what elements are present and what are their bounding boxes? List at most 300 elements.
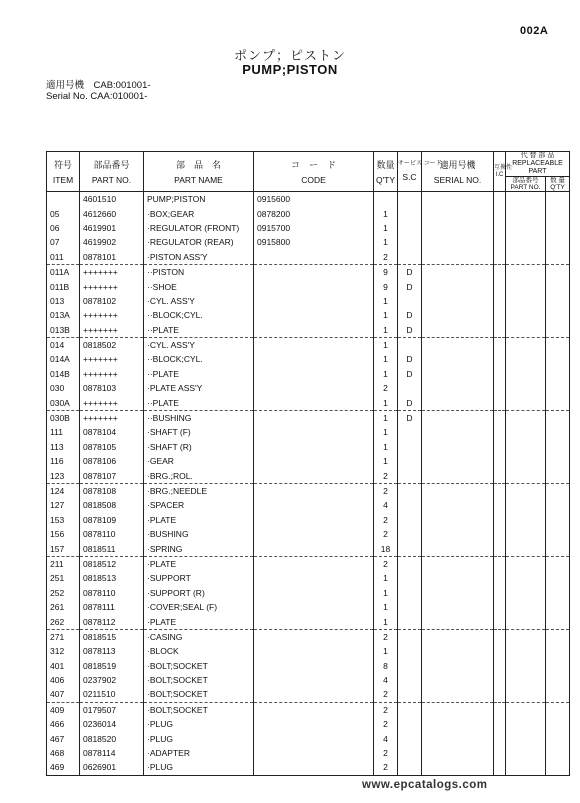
replaceable-qty-cell bbox=[546, 221, 570, 235]
serial-no-cell bbox=[422, 308, 494, 322]
header-code: コ ー ド CODE bbox=[254, 152, 374, 192]
qty-cell: 9 bbox=[374, 264, 398, 279]
qty-cell: 2 bbox=[374, 760, 398, 775]
serial-no-cell bbox=[422, 323, 494, 338]
part-no-cell: +++++++ bbox=[80, 395, 144, 410]
item-cell: 014A bbox=[47, 352, 80, 366]
replaceable-qty-cell bbox=[546, 746, 570, 760]
service-code-cell bbox=[398, 440, 422, 454]
interchangeability-cell bbox=[494, 381, 506, 395]
qty-cell: 1 bbox=[374, 367, 398, 381]
replaceable-part-no-cell bbox=[506, 746, 546, 760]
qty-cell: 1 bbox=[374, 323, 398, 338]
service-code-cell bbox=[398, 192, 422, 207]
table-row bbox=[47, 556, 570, 571]
part-name-cell: ·SHAFT (R) bbox=[144, 440, 254, 454]
part-name-cell: ·ADAPTER bbox=[144, 746, 254, 760]
table-row bbox=[47, 659, 570, 673]
service-code-cell bbox=[398, 629, 422, 644]
interchangeability-cell bbox=[494, 468, 506, 483]
qty-cell: 1 bbox=[374, 644, 398, 658]
interchangeability-cell bbox=[494, 206, 506, 220]
interchangeability-cell bbox=[494, 687, 506, 702]
service-code-cell: D bbox=[398, 395, 422, 410]
part-name-cell: ··BLOCK;CYL. bbox=[144, 308, 254, 322]
service-code-cell bbox=[398, 541, 422, 556]
part-no-cell: 0878112 bbox=[80, 614, 144, 629]
code-cell bbox=[254, 264, 374, 279]
part-no-cell: 4619902 bbox=[80, 235, 144, 249]
table-row bbox=[47, 760, 570, 775]
interchangeability-cell bbox=[494, 323, 506, 338]
serial-no-cell bbox=[422, 571, 494, 585]
item-cell: 014 bbox=[47, 337, 80, 352]
replaceable-part-no-cell bbox=[506, 440, 546, 454]
service-code-cell bbox=[398, 483, 422, 498]
item-cell: 401 bbox=[47, 659, 80, 673]
replaceable-qty-cell bbox=[546, 440, 570, 454]
serial-no-cell bbox=[422, 352, 494, 366]
service-code-cell: D bbox=[398, 279, 422, 293]
serial-no-cell bbox=[422, 483, 494, 498]
replaceable-part-no-cell bbox=[506, 731, 546, 745]
interchangeability-cell bbox=[494, 614, 506, 629]
table-row bbox=[47, 221, 570, 235]
part-no-cell: 0878107 bbox=[80, 468, 144, 483]
code-cell bbox=[254, 659, 374, 673]
replaceable-part-no-cell bbox=[506, 702, 546, 717]
header-serial-no: 適用号機 SERIAL NO. bbox=[422, 152, 494, 192]
part-name-cell: ·GEAR bbox=[144, 454, 254, 468]
replaceable-qty-cell bbox=[546, 454, 570, 468]
item-cell: 407 bbox=[47, 687, 80, 702]
serial-no-cell bbox=[422, 556, 494, 571]
part-no-cell: +++++++ bbox=[80, 352, 144, 366]
replaceable-part-no-cell bbox=[506, 294, 546, 308]
part-no-cell: 4601510 bbox=[80, 192, 144, 207]
replaceable-qty-cell bbox=[546, 395, 570, 410]
header-part-name: 部 品 名 PART NAME bbox=[144, 152, 254, 192]
part-name-cell: ·BRG.;ROL. bbox=[144, 468, 254, 483]
serial-no-cell bbox=[422, 440, 494, 454]
service-code-cell bbox=[398, 337, 422, 352]
table-row bbox=[47, 235, 570, 249]
code-cell: 0915700 bbox=[254, 221, 374, 235]
item-cell: 124 bbox=[47, 483, 80, 498]
service-code-cell: D bbox=[398, 323, 422, 338]
qty-cell: 2 bbox=[374, 527, 398, 541]
serial-no-cell bbox=[422, 294, 494, 308]
code-cell bbox=[254, 600, 374, 614]
replaceable-qty-cell bbox=[546, 717, 570, 731]
part-name-cell: ·BRG.;NEEDLE bbox=[144, 483, 254, 498]
replaceable-part-no-cell bbox=[506, 468, 546, 483]
part-no-cell: 0818513 bbox=[80, 571, 144, 585]
interchangeability-cell bbox=[494, 352, 506, 366]
qty-cell: 2 bbox=[374, 687, 398, 702]
code-cell bbox=[254, 760, 374, 775]
part-name-cell: ·CYL. ASS'Y bbox=[144, 294, 254, 308]
table-row bbox=[47, 468, 570, 483]
part-name-cell: ··PLATE bbox=[144, 367, 254, 381]
item-cell: 468 bbox=[47, 746, 80, 760]
serial-no-cell bbox=[422, 454, 494, 468]
part-name-cell: ·PLUG bbox=[144, 717, 254, 731]
qty-cell: 1 bbox=[374, 571, 398, 585]
part-no-cell: 0878101 bbox=[80, 250, 144, 265]
code-cell bbox=[254, 352, 374, 366]
replaceable-part-no-cell bbox=[506, 527, 546, 541]
serial-no-cell bbox=[422, 395, 494, 410]
item-cell: 030B bbox=[47, 410, 80, 425]
qty-cell: 1 bbox=[374, 395, 398, 410]
table-row bbox=[47, 586, 570, 600]
replaceable-qty-cell bbox=[546, 264, 570, 279]
replaceable-qty-cell bbox=[546, 192, 570, 207]
replaceable-part-no-cell bbox=[506, 264, 546, 279]
part-no-cell: 0236014 bbox=[80, 717, 144, 731]
table-row bbox=[47, 192, 570, 207]
part-no-cell: 0818508 bbox=[80, 498, 144, 512]
qty-cell: 1 bbox=[374, 600, 398, 614]
code-cell bbox=[254, 454, 374, 468]
part-no-cell: +++++++ bbox=[80, 279, 144, 293]
qty-cell: 4 bbox=[374, 673, 398, 687]
qty-cell: 2 bbox=[374, 483, 398, 498]
serial-line-japanese: 適用号機 CAB:001001- bbox=[46, 80, 151, 91]
interchangeability-cell bbox=[494, 746, 506, 760]
interchangeability-cell bbox=[494, 513, 506, 527]
replaceable-part-no-cell bbox=[506, 250, 546, 265]
part-name-cell: ·SUPPORT (R) bbox=[144, 586, 254, 600]
item-cell bbox=[47, 192, 80, 207]
replaceable-part-no-cell bbox=[506, 571, 546, 585]
table-row bbox=[47, 367, 570, 381]
part-no-cell: 0818511 bbox=[80, 541, 144, 556]
replaceable-part-no-cell bbox=[506, 659, 546, 673]
replaceable-qty-cell bbox=[546, 235, 570, 249]
part-name-cell: ·PLATE bbox=[144, 556, 254, 571]
table-row bbox=[47, 483, 570, 498]
item-cell: 030 bbox=[47, 381, 80, 395]
code-cell bbox=[254, 541, 374, 556]
code-cell bbox=[254, 381, 374, 395]
replaceable-qty-cell bbox=[546, 323, 570, 338]
part-name-cell: ·PLATE bbox=[144, 513, 254, 527]
replaceable-qty-cell bbox=[546, 425, 570, 439]
table-row bbox=[47, 337, 570, 352]
page-code: 002A bbox=[520, 25, 549, 37]
code-cell bbox=[254, 308, 374, 322]
service-code-cell: D bbox=[398, 410, 422, 425]
code-cell bbox=[254, 483, 374, 498]
replaceable-part-no-cell bbox=[506, 454, 546, 468]
service-code-cell bbox=[398, 294, 422, 308]
replaceable-qty-cell bbox=[546, 614, 570, 629]
replaceable-qty-cell bbox=[546, 600, 570, 614]
service-code-cell bbox=[398, 600, 422, 614]
code-cell bbox=[254, 614, 374, 629]
interchangeability-cell bbox=[494, 717, 506, 731]
table-row bbox=[47, 513, 570, 527]
header-qty: 数量 Q'TY bbox=[374, 152, 398, 192]
interchangeability-cell bbox=[494, 235, 506, 249]
code-cell bbox=[254, 498, 374, 512]
service-code-cell: D bbox=[398, 308, 422, 322]
item-cell: 011B bbox=[47, 279, 80, 293]
table-row bbox=[47, 250, 570, 265]
service-code-cell bbox=[398, 250, 422, 265]
item-cell: 271 bbox=[47, 629, 80, 644]
part-name-cell: PUMP;PISTON bbox=[144, 192, 254, 207]
part-no-cell: 0818515 bbox=[80, 629, 144, 644]
code-cell bbox=[254, 468, 374, 483]
interchangeability-cell bbox=[494, 483, 506, 498]
serial-no-cell bbox=[422, 264, 494, 279]
service-code-cell bbox=[398, 731, 422, 745]
table-row bbox=[47, 673, 570, 687]
code-cell bbox=[254, 337, 374, 352]
table-row bbox=[47, 454, 570, 468]
replaceable-part-no-cell bbox=[506, 308, 546, 322]
replaceable-part-no-cell bbox=[506, 337, 546, 352]
part-name-cell: ·REGULATOR (FRONT) bbox=[144, 221, 254, 235]
table-row bbox=[47, 308, 570, 322]
replaceable-part-no-cell bbox=[506, 498, 546, 512]
table-row bbox=[47, 614, 570, 629]
item-cell: 469 bbox=[47, 760, 80, 775]
replaceable-part-no-cell bbox=[506, 381, 546, 395]
serial-no-cell bbox=[422, 673, 494, 687]
table-row bbox=[47, 717, 570, 731]
part-name-cell: ··PLATE bbox=[144, 323, 254, 338]
serial-no-cell bbox=[422, 614, 494, 629]
replaceable-part-no-cell bbox=[506, 279, 546, 293]
item-cell: 030A bbox=[47, 395, 80, 410]
part-name-cell: ·CYL. ASS'Y bbox=[144, 337, 254, 352]
serial-no-cell bbox=[422, 541, 494, 556]
replaceable-part-no-cell bbox=[506, 367, 546, 381]
replaceable-qty-cell bbox=[546, 513, 570, 527]
table-row bbox=[47, 702, 570, 717]
replaceable-part-no-cell bbox=[506, 687, 546, 702]
part-name-cell: ·BOX;GEAR bbox=[144, 206, 254, 220]
qty-cell bbox=[374, 192, 398, 207]
part-name-cell: ·SPRING bbox=[144, 541, 254, 556]
header-interchangeability: 互換性 I.C bbox=[494, 152, 506, 192]
code-cell: 0915600 bbox=[254, 192, 374, 207]
item-cell: 014B bbox=[47, 367, 80, 381]
service-code-cell bbox=[398, 221, 422, 235]
interchangeability-cell bbox=[494, 600, 506, 614]
part-no-cell: 0878104 bbox=[80, 425, 144, 439]
replaceable-part-no-cell bbox=[506, 614, 546, 629]
part-no-cell: 0626901 bbox=[80, 760, 144, 775]
part-name-cell: ·BOLT;SOCKET bbox=[144, 673, 254, 687]
part-name-cell: ·PLUG bbox=[144, 760, 254, 775]
service-code-cell: D bbox=[398, 367, 422, 381]
qty-cell: 2 bbox=[374, 717, 398, 731]
page-title-japanese: ポンプ；ピストン bbox=[233, 48, 346, 63]
part-no-cell: +++++++ bbox=[80, 264, 144, 279]
table-row bbox=[47, 294, 570, 308]
serial-no-cell bbox=[422, 760, 494, 775]
item-cell: 406 bbox=[47, 673, 80, 687]
table-row bbox=[47, 425, 570, 439]
part-no-cell: 0878114 bbox=[80, 746, 144, 760]
replaceable-qty-cell bbox=[546, 381, 570, 395]
replaceable-qty-cell bbox=[546, 367, 570, 381]
item-cell: 262 bbox=[47, 614, 80, 629]
part-name-cell: ··BUSHING bbox=[144, 410, 254, 425]
qty-cell: 1 bbox=[374, 235, 398, 249]
item-cell: 05 bbox=[47, 206, 80, 220]
serial-no-cell bbox=[422, 192, 494, 207]
part-no-cell: +++++++ bbox=[80, 308, 144, 322]
service-code-cell bbox=[398, 717, 422, 731]
table-row bbox=[47, 644, 570, 658]
item-cell: 211 bbox=[47, 556, 80, 571]
serial-no-cell bbox=[422, 659, 494, 673]
interchangeability-cell bbox=[494, 192, 506, 207]
item-cell: 409 bbox=[47, 702, 80, 717]
parts-table-body bbox=[47, 192, 570, 776]
table-row bbox=[47, 541, 570, 556]
replaceable-part-no-cell bbox=[506, 586, 546, 600]
replaceable-part-no-cell bbox=[506, 221, 546, 235]
part-name-cell: ·CASING bbox=[144, 629, 254, 644]
replaceable-part-no-cell bbox=[506, 235, 546, 249]
item-cell: 466 bbox=[47, 717, 80, 731]
serial-no-cell bbox=[422, 250, 494, 265]
qty-cell: 1 bbox=[374, 614, 398, 629]
interchangeability-cell bbox=[494, 221, 506, 235]
part-no-cell: 0237902 bbox=[80, 673, 144, 687]
serial-no-cell bbox=[422, 381, 494, 395]
serial-no-cell bbox=[422, 206, 494, 220]
replaceable-part-no-cell bbox=[506, 206, 546, 220]
service-code-cell bbox=[398, 454, 422, 468]
table-row bbox=[47, 352, 570, 366]
interchangeability-cell bbox=[494, 629, 506, 644]
code-cell bbox=[254, 395, 374, 410]
table-row bbox=[47, 410, 570, 425]
replaceable-part-no-cell bbox=[506, 717, 546, 731]
part-name-cell: ·SUPPORT bbox=[144, 571, 254, 585]
table-row bbox=[47, 440, 570, 454]
replaceable-part-no-cell bbox=[506, 673, 546, 687]
part-name-cell: ·SHAFT (F) bbox=[144, 425, 254, 439]
qty-cell: 2 bbox=[374, 629, 398, 644]
interchangeability-cell bbox=[494, 454, 506, 468]
item-cell: 116 bbox=[47, 454, 80, 468]
part-name-cell: ··SHOE bbox=[144, 279, 254, 293]
table-row bbox=[47, 395, 570, 410]
serial-no-cell bbox=[422, 221, 494, 235]
replaceable-qty-cell bbox=[546, 702, 570, 717]
service-code-cell bbox=[398, 381, 422, 395]
replaceable-part-no-cell bbox=[506, 644, 546, 658]
service-code-cell bbox=[398, 513, 422, 527]
code-cell bbox=[254, 367, 374, 381]
qty-cell: 2 bbox=[374, 556, 398, 571]
service-code-cell bbox=[398, 527, 422, 541]
part-no-cell: 0878110 bbox=[80, 586, 144, 600]
interchangeability-cell bbox=[494, 541, 506, 556]
header-part-no: 部品番号 PART NO. bbox=[80, 152, 144, 192]
part-name-cell: ·BLOCK bbox=[144, 644, 254, 658]
part-no-cell: +++++++ bbox=[80, 323, 144, 338]
replaceable-qty-cell bbox=[546, 659, 570, 673]
part-no-cell: 0878103 bbox=[80, 381, 144, 395]
replaceable-qty-cell bbox=[546, 410, 570, 425]
part-no-cell: 0878111 bbox=[80, 600, 144, 614]
qty-cell: 2 bbox=[374, 468, 398, 483]
serial-no-cell bbox=[422, 513, 494, 527]
service-code-cell bbox=[398, 556, 422, 571]
code-cell bbox=[254, 673, 374, 687]
item-cell: 111 bbox=[47, 425, 80, 439]
serial-no-cell bbox=[422, 644, 494, 658]
service-code-cell bbox=[398, 659, 422, 673]
service-code-cell: D bbox=[398, 352, 422, 366]
replaceable-part-no-cell bbox=[506, 483, 546, 498]
replaceable-qty-cell bbox=[546, 731, 570, 745]
item-cell: 013B bbox=[47, 323, 80, 338]
replaceable-part-no-cell bbox=[506, 395, 546, 410]
service-code-cell bbox=[398, 571, 422, 585]
interchangeability-cell bbox=[494, 367, 506, 381]
header-item: 符号 ITEM bbox=[47, 152, 80, 192]
part-name-cell: ·BUSHING bbox=[144, 527, 254, 541]
interchangeability-cell bbox=[494, 337, 506, 352]
interchangeability-cell bbox=[494, 264, 506, 279]
item-cell: 123 bbox=[47, 468, 80, 483]
code-cell bbox=[254, 527, 374, 541]
replaceable-qty-cell bbox=[546, 250, 570, 265]
interchangeability-cell bbox=[494, 760, 506, 775]
item-cell: 113 bbox=[47, 440, 80, 454]
header-replaceable-part-no: 部品番号 PART NO. bbox=[506, 177, 546, 192]
table-row bbox=[47, 571, 570, 585]
serial-no-cell bbox=[422, 468, 494, 483]
replaceable-qty-cell bbox=[546, 687, 570, 702]
qty-cell: 1 bbox=[374, 308, 398, 322]
service-code-cell bbox=[398, 235, 422, 249]
qty-cell: 2 bbox=[374, 250, 398, 265]
code-cell bbox=[254, 425, 374, 439]
interchangeability-cell bbox=[494, 395, 506, 410]
qty-cell: 2 bbox=[374, 746, 398, 760]
qty-cell: 1 bbox=[374, 294, 398, 308]
item-cell: 252 bbox=[47, 586, 80, 600]
part-no-cell: 0818502 bbox=[80, 337, 144, 352]
replaceable-qty-cell bbox=[546, 294, 570, 308]
interchangeability-cell bbox=[494, 410, 506, 425]
service-code-cell: D bbox=[398, 264, 422, 279]
replaceable-part-no-cell bbox=[506, 410, 546, 425]
qty-cell: 1 bbox=[374, 206, 398, 220]
item-cell: 011A bbox=[47, 264, 80, 279]
table-row bbox=[47, 600, 570, 614]
part-name-cell: ·PLATE ASS'Y bbox=[144, 381, 254, 395]
serial-no-cell bbox=[422, 731, 494, 745]
interchangeability-cell bbox=[494, 527, 506, 541]
replaceable-qty-cell bbox=[546, 556, 570, 571]
part-name-cell: ·PISTON ASS'Y bbox=[144, 250, 254, 265]
qty-cell: 4 bbox=[374, 731, 398, 745]
part-name-cell: ··PLATE bbox=[144, 395, 254, 410]
